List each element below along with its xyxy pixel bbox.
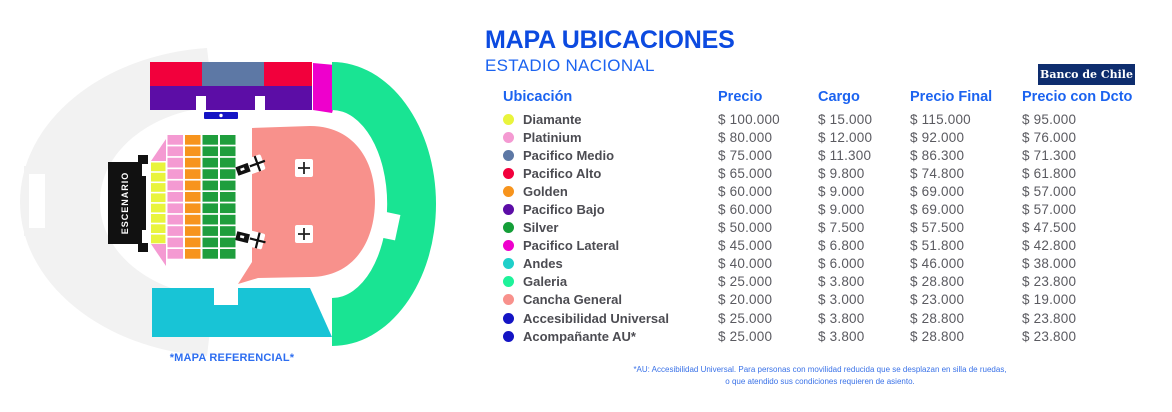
seat-grid: [151, 135, 236, 266]
precio-final-value: $ 115.000: [910, 111, 971, 127]
seat-cell: [168, 203, 184, 213]
category-color-dot: [503, 114, 514, 125]
table-row: [503, 237, 1163, 255]
precio-value: $ 25.000: [718, 328, 773, 344]
category-color-dot: [503, 294, 514, 305]
precio-final-value: $ 86.300: [910, 147, 965, 163]
precio-dcto-value: $ 23.800: [1022, 310, 1077, 326]
category-color-dot: [503, 204, 514, 215]
seat-cell: [168, 192, 184, 202]
col-ubicacion: Ubicación: [503, 89, 573, 105]
category-label: Pacifico Bajo: [523, 202, 605, 218]
category-label: Pacifico Medio: [523, 147, 615, 163]
category-label: Pacifico Alto: [523, 165, 602, 181]
seat-cell: [203, 181, 219, 191]
precio-dcto-value: $ 57.000: [1022, 183, 1077, 199]
seat-cell: [151, 235, 166, 244]
category-label: Acompañante AU*: [523, 328, 636, 344]
table-row: [503, 128, 1163, 146]
col-precio: Precio: [718, 89, 763, 105]
category-color-dot: [503, 258, 514, 269]
seat-cell: [168, 169, 184, 179]
cargo-value: $ 9.800: [818, 165, 865, 181]
seat-cell: [220, 146, 236, 156]
field-plus-marker: [295, 159, 313, 177]
seat-cell: [185, 181, 201, 191]
seat-cell: [168, 226, 184, 236]
category-label: Diamante: [523, 111, 582, 127]
table-row: [503, 327, 1163, 345]
precio-final-value: $ 74.800: [910, 165, 965, 181]
precio-value: $ 100.000: [718, 111, 780, 127]
seat-cell: [185, 158, 201, 168]
pacifico-alto-right: [264, 62, 312, 86]
precio-final-value: $ 28.800: [910, 328, 965, 344]
cargo-value: $ 15.000: [818, 111, 873, 127]
precio-dcto-value: $ 76.000: [1022, 129, 1077, 145]
page-subtitle: ESTADIO NACIONAL: [485, 56, 655, 75]
cargo-value: $ 12.000: [818, 129, 873, 145]
col-cargo: Cargo: [818, 89, 860, 105]
category-color-dot: [503, 240, 514, 251]
pacifico-medio-section: [202, 62, 264, 86]
seat-cell: [203, 215, 219, 225]
pacifico-bajo-section: [150, 86, 312, 110]
seat-cell: [220, 226, 236, 236]
precio-value: $ 25.000: [718, 310, 773, 326]
precio-final-value: $ 51.800: [910, 238, 965, 254]
seat-cell: [220, 169, 236, 179]
precio-dcto-value: $ 61.800: [1022, 165, 1077, 181]
seat-cell: [185, 249, 201, 259]
cargo-value: $ 6.000: [818, 256, 865, 272]
precio-final-value: $ 23.000: [910, 292, 965, 308]
precio-value: $ 60.000: [718, 183, 773, 199]
cargo-value: $ 3.800: [818, 310, 865, 326]
footnote-line2: o que atendido sus condiciones requieren de asiento.: [725, 376, 915, 386]
table-row: [503, 164, 1163, 182]
seat-cell: [168, 146, 184, 156]
precio-dcto-value: $ 23.800: [1022, 328, 1077, 344]
seat-cell: [185, 169, 201, 179]
table-row: [503, 110, 1163, 128]
seat-cell: [185, 215, 201, 225]
precio-dcto-value: $ 95.000: [1022, 111, 1077, 127]
category-label: Cancha General: [523, 292, 622, 308]
seat-cell: [203, 192, 219, 202]
gate-notch: [214, 288, 238, 305]
seat-cell: [168, 158, 184, 168]
precio-final-value: $ 69.000: [910, 202, 965, 218]
map-caption: *MAPA REFERENCIAL*: [169, 352, 295, 364]
right-gate: [370, 210, 401, 241]
seat-cell: [203, 146, 219, 156]
seat-cell: [185, 192, 201, 202]
accessibility-icon: [219, 114, 222, 117]
seat-cell: [185, 203, 201, 213]
precio-value: $ 45.000: [718, 238, 773, 254]
category-color-dot: [503, 276, 514, 287]
seat-wedge: [151, 244, 166, 266]
table-row: [503, 291, 1163, 309]
seat-cell: [203, 249, 219, 259]
pricing-panel: [485, 0, 1172, 412]
category-color-dot: [503, 222, 514, 233]
stage: [108, 155, 148, 252]
seat-wedge: [151, 139, 166, 161]
precio-dcto-value: $ 71.300: [1022, 147, 1077, 163]
category-label: Pacifico Lateral: [523, 238, 620, 254]
precio-value: $ 60.000: [718, 202, 773, 218]
category-color-dot: [503, 132, 514, 143]
gate-notch: [255, 96, 265, 110]
seat-cell: [203, 203, 219, 213]
precio-value: $ 25.000: [718, 274, 773, 290]
seat-cell: [151, 214, 166, 223]
precio-value: $ 50.000: [718, 220, 773, 236]
cargo-value: $ 11.300: [818, 147, 872, 163]
precio-final-value: $ 28.800: [910, 274, 965, 290]
category-label: Silver: [523, 220, 559, 236]
seat-cell: [151, 163, 166, 172]
seat-cell: [203, 135, 219, 145]
left-gate-inner: [29, 174, 45, 228]
table-row: [503, 273, 1163, 291]
category-label: Platinium: [523, 129, 582, 145]
category-color-dot: [503, 313, 514, 324]
precio-value: $ 65.000: [718, 165, 773, 181]
seat-cell: [220, 192, 236, 202]
gate-notch: [196, 96, 206, 110]
seat-cell: [203, 158, 219, 168]
cargo-value: $ 9.000: [818, 202, 865, 218]
cargo-value: $ 7.500: [818, 220, 865, 236]
precio-value: $ 20.000: [718, 292, 773, 308]
seat-cell: [185, 135, 201, 145]
seat-cell: [151, 224, 166, 233]
seat-cell: [220, 238, 236, 248]
table-row: [503, 200, 1163, 218]
precio-final-value: $ 46.000: [910, 256, 965, 272]
table-body: [503, 110, 1163, 345]
seat-cell: [151, 183, 166, 192]
seat-cell: [220, 215, 236, 225]
category-label: Golden: [523, 183, 568, 199]
precio-dcto-value: $ 38.000: [1022, 256, 1077, 272]
category-label: Galeria: [523, 274, 568, 290]
precio-dcto-value: $ 23.800: [1022, 274, 1077, 290]
precio-final-value: $ 92.000: [910, 129, 965, 145]
banco-de-chile-logo: Banco de Chile: [1038, 64, 1135, 85]
precio-value: $ 75.000: [718, 147, 773, 163]
table-header: [503, 88, 1163, 106]
stadium-map: [0, 0, 470, 412]
category-label: Andes: [523, 256, 563, 272]
seat-cell: [185, 146, 201, 156]
category-color-dot: [503, 150, 514, 161]
table-row: [503, 219, 1163, 237]
seat-cell: [203, 169, 219, 179]
seat-cell: [185, 238, 201, 248]
stage-label: ESCENARIO: [120, 171, 130, 235]
category-color-dot: [503, 186, 514, 197]
seat-cell: [203, 226, 219, 236]
table-row: [503, 255, 1163, 273]
field-plus-marker: [295, 225, 313, 243]
seat-cell: [168, 135, 184, 145]
seat-cell: [151, 204, 166, 213]
cancha-general-section: [238, 126, 375, 284]
table-row: [503, 146, 1163, 164]
cargo-value: $ 3.800: [818, 274, 865, 290]
precio-dcto-value: $ 42.800: [1022, 238, 1077, 254]
page-title: MAPA UBICACIONES: [485, 26, 735, 54]
cargo-value: $ 3.000: [818, 292, 865, 308]
seat-cell: [220, 249, 236, 259]
precio-value: $ 80.000: [718, 129, 773, 145]
table-row: [503, 182, 1163, 200]
precio-final-value: $ 28.800: [910, 310, 965, 326]
seat-cell: [220, 181, 236, 191]
andes-section: [152, 288, 332, 337]
cargo-value: $ 9.000: [818, 183, 865, 199]
precio-dcto-value: $ 57.000: [1022, 202, 1077, 218]
precio-final-value: $ 69.000: [910, 183, 965, 199]
col-precio-final: Precio Final: [910, 89, 993, 105]
seat-cell: [168, 215, 184, 225]
cargo-value: $ 6.800: [818, 238, 865, 254]
seat-cell: [220, 203, 236, 213]
seat-cell: [168, 238, 184, 248]
seat-cell: [151, 173, 166, 182]
category-label: Accesibilidad Universal: [523, 310, 669, 326]
seat-cell: [185, 226, 201, 236]
precio-value: $ 40.000: [718, 256, 773, 272]
seat-cell: [168, 249, 184, 259]
seat-cell: [220, 158, 236, 168]
footnote: [495, 364, 1145, 387]
footnote-line1: *AU: Accesibilidad Universal. Para personas con movilidad reducida que se desplazan en silla de ruedas,: [633, 365, 1007, 374]
seat-cell: [151, 193, 166, 202]
col-precio-dcto: Precio con Dcto: [1022, 89, 1133, 105]
precio-dcto-value: $ 19.000: [1022, 292, 1077, 308]
pacifico-alto-left: [150, 62, 202, 86]
cargo-value: $ 3.800: [818, 328, 865, 344]
precio-dcto-value: $ 47.500: [1022, 220, 1077, 236]
category-color-dot: [503, 168, 514, 179]
category-color-dot: [503, 331, 514, 342]
table-row: [503, 309, 1163, 327]
seat-cell: [220, 135, 236, 145]
seat-cell: [203, 238, 219, 248]
precio-final-value: $ 57.500: [910, 220, 965, 236]
seat-cell: [168, 181, 184, 191]
